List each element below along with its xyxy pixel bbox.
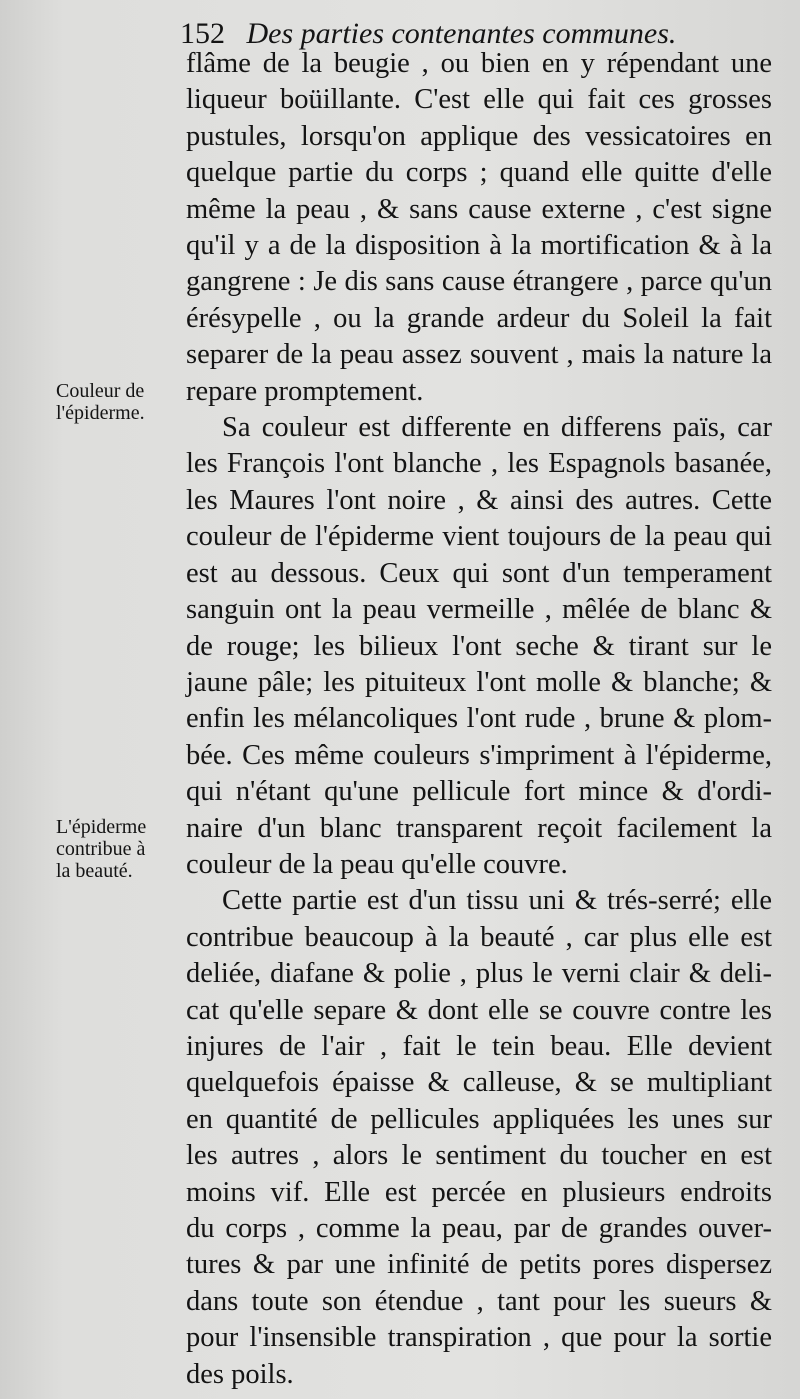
margin-note-line: contribue à — [56, 838, 146, 860]
paragraph-3 — [186, 883, 772, 1393]
text-line: en quantité de pellicules appliquées les unes sur — [186, 1103, 772, 1135]
text-line: moins vif. Elle est percée en plusieurs endroits — [186, 1176, 772, 1208]
text-line: dans toute son étendue , tant pour les sueurs & — [186, 1285, 772, 1317]
margin-note-line: L'épiderme — [56, 816, 147, 838]
text-line: gangrene : Je dis sans cause étrangere , parce qu'un — [186, 266, 772, 298]
text-line: naire d'un blanc transparent reçoit facilement la — [186, 812, 772, 844]
text-line: quelquefois épaisse & calleuse, & se multipliant — [186, 1067, 772, 1099]
text-line: les François l'ont blanche , les Espagnols basanée, — [186, 448, 772, 480]
text-line: qui n'étant qu'une pellicule fort mince & d'ordi- — [186, 776, 772, 808]
text-line: érésypelle , ou la grande ardeur du Soleil la fait — [186, 302, 772, 334]
text-line: du corps , comme la peau, par de grandes ouver- — [186, 1213, 772, 1244]
paragraph-2 — [186, 410, 772, 883]
text-line: liqueur boüillante. C'est elle qui fait ces grosses — [186, 84, 772, 116]
text-line: contribue beaucoup à la beauté , car plus elle est — [186, 921, 772, 953]
text-line: deliée, diafane & polie , plus le verni clair & deli- — [186, 958, 772, 990]
text-line: repare promptement. — [186, 375, 424, 407]
text-line: injures de l'air , fait le tein beau. Elle devient — [186, 1030, 772, 1062]
text-line: separer de la peau assez souvent , mais la nature la — [186, 339, 772, 371]
body-text — [186, 46, 772, 1393]
text-line: jaune pâle; les pituiteux l'ont molle & blanche; & — [186, 666, 772, 698]
text-line: sanguin ont la peau vermeille , mêlée de blanc & — [186, 594, 772, 626]
paragraph-1 — [186, 46, 772, 410]
margin-note-line: la beauté. — [56, 860, 133, 882]
text-line: flâme de la beugie , ou bien en y répendant une — [186, 48, 772, 79]
text-line: qu'il y a de la disposition à la mortification & à la — [186, 230, 772, 262]
margin-note-beaute — [56, 816, 182, 882]
text-line: pustules, lorsqu'on applique des vessicatoires en — [186, 120, 772, 152]
page-number: 152 — [180, 17, 225, 50]
text-line: enfin les mélancoliques l'ont rude , brune & plom- — [186, 703, 772, 735]
text-line: Sa couleur est differente en differens païs, car — [222, 412, 772, 444]
margin-note-couleur — [56, 380, 182, 424]
margin-note-line: l'épiderme. — [56, 402, 145, 424]
text-line: les autres , alors le sentiment du toucher en est — [186, 1140, 772, 1172]
text-line: des poils. — [186, 1358, 294, 1390]
text-line: couleur de la peau qu'elle couvre. — [186, 848, 568, 880]
text-line: est au dessous. Ceux qui sont d'un temperament — [186, 557, 772, 589]
text-line: même la peau , & sans cause externe , c'est signe — [186, 193, 772, 225]
running-title: Des parties contenantes communes. — [246, 17, 677, 50]
text-line: couleur de l'épiderme vient toujours de la peau qui — [186, 521, 772, 553]
text-line: pour l'insensible transpiration , que pour la sortie — [186, 1322, 772, 1354]
text-line: quelque partie du corps ; quand elle quitte d'elle — [186, 157, 772, 189]
text-line: tures & par une infinité de petits pores dispersez — [186, 1249, 772, 1281]
text-line: cat qu'elle separe & dont elle se couvre contre les — [186, 994, 772, 1026]
text-line: bée. Ces même couleurs s'impriment à l'épiderme, — [186, 739, 772, 771]
margin-note-line: Couleur de — [56, 380, 145, 402]
text-line: les Maures l'ont noire , & ainsi des autres. Cette — [186, 484, 772, 516]
text-line: de rouge; les bilieux l'ont seche & tirant sur le — [186, 630, 772, 662]
text-line: Cette partie est d'un tissu uni & trés-serré; elle — [222, 885, 772, 917]
